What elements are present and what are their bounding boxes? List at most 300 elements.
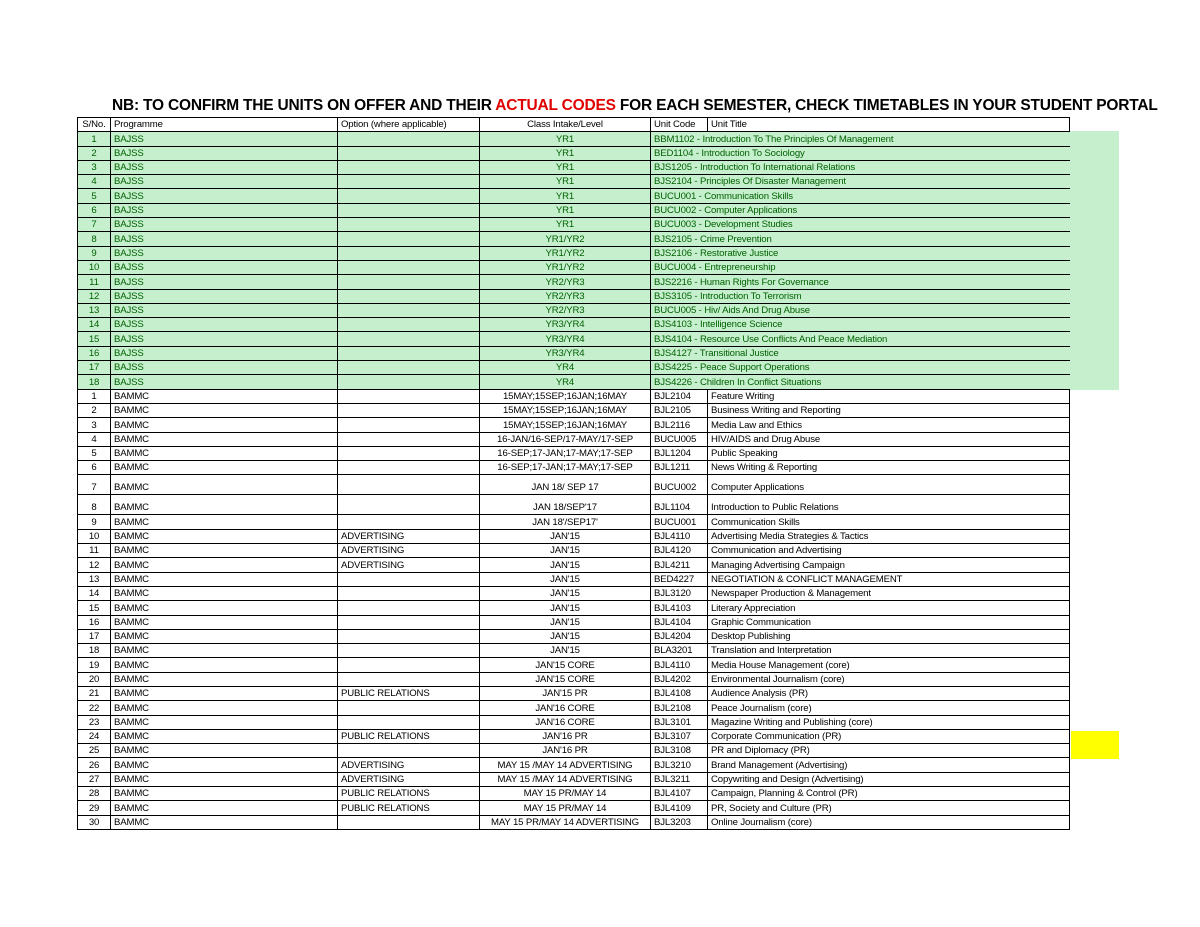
cell-sno: 14 xyxy=(78,586,111,600)
cell-sno: 14 xyxy=(78,318,111,332)
cell-unit-code: BJL4110 xyxy=(651,529,708,543)
cell-programme: BAJSS xyxy=(111,160,338,174)
table-row xyxy=(78,432,1070,446)
cell-sno: 4 xyxy=(78,175,111,189)
cell-class-intake: MAY 15 PR/MAY 14 xyxy=(480,787,651,801)
cell-unit: BJS3105 - Introduction To Terrorism xyxy=(651,289,1070,303)
cell-class-intake: YR1 xyxy=(480,132,651,146)
header-unit-title: Unit Title xyxy=(708,118,1070,132)
cell-sno: 3 xyxy=(78,160,111,174)
cell-unit-title: Peace Journalism (core) xyxy=(708,701,1070,715)
cell-programme: BAJSS xyxy=(111,275,338,289)
cell-unit-code: BJL4107 xyxy=(651,787,708,801)
cell-unit-code: BJL3203 xyxy=(651,815,708,829)
cell-unit-code: BUCU005 xyxy=(651,432,708,446)
cell-unit: BJS4127 - Transitional Justice xyxy=(651,346,1070,360)
cell-unit: BJS2104 - Principles Of Disaster Management xyxy=(651,175,1070,189)
cell-class-intake: YR1/YR2 xyxy=(480,232,651,246)
cell-unit-title: Public Speaking xyxy=(708,446,1070,460)
title-highlight: ACTUAL CODES xyxy=(495,97,616,114)
cell-sno: 8 xyxy=(78,495,111,515)
cell-option xyxy=(338,658,480,672)
cell-programme: BAMMC xyxy=(111,544,338,558)
table-row xyxy=(78,260,1070,274)
cell-sno: 11 xyxy=(78,544,111,558)
cell-sno: 2 xyxy=(78,403,111,417)
cell-sno: 9 xyxy=(78,246,111,260)
cell-unit-code: BJL4104 xyxy=(651,615,708,629)
cell-option: ADVERTISING xyxy=(338,529,480,543)
cell-unit-title: NEGOTIATION & CONFLICT MANAGEMENT xyxy=(708,572,1070,586)
cell-sno: 19 xyxy=(78,658,111,672)
cell-unit: BJS2216 - Human Rights For Governance xyxy=(651,275,1070,289)
cell-sno: 6 xyxy=(78,461,111,475)
cell-programme: BAJSS xyxy=(111,132,338,146)
cell-programme: BAMMC xyxy=(111,529,338,543)
cell-sno: 18 xyxy=(78,375,111,389)
table-row xyxy=(78,495,1070,515)
cell-unit-title: Graphic Communication xyxy=(708,615,1070,629)
units-table-body xyxy=(78,118,1070,830)
cell-option xyxy=(338,515,480,529)
cell-option: PUBLIC RELATIONS xyxy=(338,686,480,700)
cell-sno: 5 xyxy=(78,189,111,203)
cell-unit: BJS1205 - Introduction To International Relations xyxy=(651,160,1070,174)
cell-class-intake: YR1 xyxy=(480,189,651,203)
cell-programme: BAMMC xyxy=(111,644,338,658)
header-programme: Programme xyxy=(111,118,338,132)
cell-programme: BAMMC xyxy=(111,389,338,403)
table-row xyxy=(78,701,1070,715)
cell-option: ADVERTISING xyxy=(338,758,480,772)
cell-unit: BJS2106 - Restorative Justice xyxy=(651,246,1070,260)
cell-class-intake: YR3/YR4 xyxy=(480,346,651,360)
table-header-row xyxy=(78,118,1070,132)
cell-option xyxy=(338,189,480,203)
table-row xyxy=(78,218,1070,232)
cell-class-intake: JAN'15 xyxy=(480,615,651,629)
table-row xyxy=(78,275,1070,289)
cell-unit: BUCU001 - Communication Skills xyxy=(651,189,1070,203)
cell-sno: 15 xyxy=(78,332,111,346)
cell-option xyxy=(338,146,480,160)
cell-unit-title: HIV/AIDS and Drug Abuse xyxy=(708,432,1070,446)
cell-class-intake: YR1 xyxy=(480,146,651,160)
cell-sno: 13 xyxy=(78,303,111,317)
table-row xyxy=(78,346,1070,360)
cell-sno: 15 xyxy=(78,601,111,615)
cell-sno: 7 xyxy=(78,218,111,232)
green-fill-strip xyxy=(1070,131,1119,390)
cell-unit-title: Audience Analysis (PR) xyxy=(708,686,1070,700)
cell-programme: BAJSS xyxy=(111,303,338,317)
table-row xyxy=(78,544,1070,558)
table-row xyxy=(78,572,1070,586)
table-row xyxy=(78,389,1070,403)
cell-unit-code: BJL1211 xyxy=(651,461,708,475)
cell-unit-code: BJL2104 xyxy=(651,389,708,403)
cell-class-intake: JAN'15 PR xyxy=(480,686,651,700)
cell-class-intake: JAN 18/ SEP 17 xyxy=(480,475,651,495)
table-row xyxy=(78,318,1070,332)
cell-option xyxy=(338,375,480,389)
table-row xyxy=(78,475,1070,495)
cell-class-intake: JAN'15 xyxy=(480,586,651,600)
cell-unit-code: BJL4204 xyxy=(651,629,708,643)
cell-option xyxy=(338,446,480,460)
cell-unit-code: BJL3211 xyxy=(651,772,708,786)
cell-class-intake: YR1/YR2 xyxy=(480,246,651,260)
cell-class-intake: JAN'15 xyxy=(480,644,651,658)
cell-unit-title: Feature Writing xyxy=(708,389,1070,403)
cell-unit-code: BLA3201 xyxy=(651,644,708,658)
table-row xyxy=(78,715,1070,729)
cell-sno: 9 xyxy=(78,515,111,529)
cell-class-intake: 15MAY;15SEP;16JAN;16MAY xyxy=(480,389,651,403)
header-sno: S/No. xyxy=(78,118,111,132)
cell-sno: 17 xyxy=(78,629,111,643)
cell-unit-title: Introduction to Public Relations xyxy=(708,495,1070,515)
cell-sno: 1 xyxy=(78,132,111,146)
cell-class-intake: JAN 18'/SEP17' xyxy=(480,515,651,529)
cell-class-intake: YR3/YR4 xyxy=(480,332,651,346)
cell-programme: BAJSS xyxy=(111,189,338,203)
cell-unit-code: BJL1104 xyxy=(651,495,708,515)
cell-sno: 21 xyxy=(78,686,111,700)
cell-class-intake: JAN'15 xyxy=(480,529,651,543)
cell-sno: 25 xyxy=(78,744,111,758)
cell-option xyxy=(338,203,480,217)
cell-programme: BAMMC xyxy=(111,461,338,475)
cell-sno: 17 xyxy=(78,361,111,375)
cell-class-intake: YR1 xyxy=(480,160,651,174)
cell-sno: 6 xyxy=(78,203,111,217)
cell-class-intake: JAN'15 CORE xyxy=(480,672,651,686)
cell-unit-code: BJL4202 xyxy=(651,672,708,686)
cell-option: PUBLIC RELATIONS xyxy=(338,729,480,743)
cell-unit-title: Corporate Communication (PR) xyxy=(708,729,1070,743)
table-row xyxy=(78,529,1070,543)
cell-unit: BED1104 - Introduction To Sociology xyxy=(651,146,1070,160)
cell-unit-code: BJL4120 xyxy=(651,544,708,558)
cell-class-intake: YR2/YR3 xyxy=(480,275,651,289)
cell-unit-code: BJL2105 xyxy=(651,403,708,417)
cell-programme: BAMMC xyxy=(111,418,338,432)
cell-class-intake: JAN'15 xyxy=(480,629,651,643)
table-row xyxy=(78,787,1070,801)
cell-programme: BAMMC xyxy=(111,758,338,772)
cell-option xyxy=(338,601,480,615)
cell-class-intake: MAY 15 PR/MAY 14 ADVERTISING xyxy=(480,815,651,829)
cell-unit-code: BJL3107 xyxy=(651,729,708,743)
cell-programme: BAJSS xyxy=(111,346,338,360)
header-unit-code: Unit Code xyxy=(651,118,708,132)
cell-sno: 11 xyxy=(78,275,111,289)
cell-sno: 10 xyxy=(78,260,111,274)
cell-unit-code: BJL4211 xyxy=(651,558,708,572)
cell-option xyxy=(338,232,480,246)
cell-option xyxy=(338,644,480,658)
cell-unit: BJS4103 - Intelligence Science xyxy=(651,318,1070,332)
table-row xyxy=(78,658,1070,672)
cell-class-intake: MAY 15 /MAY 14 ADVERTISING xyxy=(480,758,651,772)
table-row xyxy=(78,686,1070,700)
cell-unit-code: BJL2116 xyxy=(651,418,708,432)
cell-class-intake: YR2/YR3 xyxy=(480,303,651,317)
table-row xyxy=(78,403,1070,417)
cell-class-intake: JAN'15 xyxy=(480,558,651,572)
cell-programme: BAMMC xyxy=(111,672,338,686)
cell-unit: BJS2105 - Crime Prevention xyxy=(651,232,1070,246)
cell-unit-title: PR, Society and Culture (PR) xyxy=(708,801,1070,815)
cell-programme: BAMMC xyxy=(111,432,338,446)
cell-sno: 28 xyxy=(78,787,111,801)
cell-programme: BAMMC xyxy=(111,744,338,758)
cell-unit-title: Desktop Publishing xyxy=(708,629,1070,643)
cell-unit-title: Media House Management (core) xyxy=(708,658,1070,672)
cell-unit-title: News Writing & Reporting xyxy=(708,461,1070,475)
cell-programme: BAMMC xyxy=(111,772,338,786)
cell-unit-title: Newspaper Production & Management xyxy=(708,586,1070,600)
cell-programme: BAJSS xyxy=(111,260,338,274)
cell-unit: BUCU003 - Development Studies xyxy=(651,218,1070,232)
cell-programme: BAMMC xyxy=(111,715,338,729)
cell-sno: 26 xyxy=(78,758,111,772)
cell-option xyxy=(338,218,480,232)
cell-sno: 12 xyxy=(78,558,111,572)
cell-class-intake: JAN'15 xyxy=(480,544,651,558)
table-row xyxy=(78,615,1070,629)
cell-class-intake: 15MAY;15SEP;16JAN;16MAY xyxy=(480,418,651,432)
cell-programme: BAJSS xyxy=(111,332,338,346)
table-row xyxy=(78,772,1070,786)
cell-programme: BAMMC xyxy=(111,801,338,815)
cell-class-intake: YR3/YR4 xyxy=(480,318,651,332)
cell-sno: 4 xyxy=(78,432,111,446)
title-text-end: FOR EACH SEMESTER, CHECK TIMETABLES IN YOUR STUDENT PORTAL xyxy=(615,97,1158,114)
cell-class-intake: 16-JAN/16-SEP/17-MAY/17-SEP xyxy=(480,432,651,446)
cell-option: PUBLIC RELATIONS xyxy=(338,801,480,815)
cell-unit-title: PR and Diplomacy (PR) xyxy=(708,744,1070,758)
cell-class-intake: YR4 xyxy=(480,375,651,389)
cell-sno: 3 xyxy=(78,418,111,432)
cell-programme: BAMMC xyxy=(111,495,338,515)
table-row xyxy=(78,801,1070,815)
cell-unit: BBM1102 - Introduction To The Principles Of Management xyxy=(651,132,1070,146)
cell-programme: BAMMC xyxy=(111,815,338,829)
cell-programme: BAMMC xyxy=(111,629,338,643)
cell-programme: BAJSS xyxy=(111,175,338,189)
cell-programme: BAMMC xyxy=(111,475,338,495)
cell-option xyxy=(338,361,480,375)
cell-unit-code: BJL2108 xyxy=(651,701,708,715)
table-row xyxy=(78,758,1070,772)
cell-programme: BAJSS xyxy=(111,375,338,389)
cell-unit-code: BJL3108 xyxy=(651,744,708,758)
cell-class-intake: YR4 xyxy=(480,361,651,375)
page-title xyxy=(112,97,1158,115)
cell-unit-title: Advertising Media Strategies & Tactics xyxy=(708,529,1070,543)
cell-class-intake: 16-SEP;17-JAN;17-MAY;17-SEP xyxy=(480,446,651,460)
cell-unit-title: Business Writing and Reporting xyxy=(708,403,1070,417)
table-row xyxy=(78,418,1070,432)
cell-class-intake: MAY 15 PR/MAY 14 xyxy=(480,801,651,815)
cell-unit-title: Managing Advertising Campaign xyxy=(708,558,1070,572)
table-row xyxy=(78,175,1070,189)
cell-option xyxy=(338,389,480,403)
cell-programme: BAMMC xyxy=(111,403,338,417)
cell-unit-code: BJL4109 xyxy=(651,801,708,815)
table-row xyxy=(78,601,1070,615)
cell-option: ADVERTISING xyxy=(338,544,480,558)
cell-programme: BAMMC xyxy=(111,658,338,672)
cell-unit-code: BJL4103 xyxy=(651,601,708,615)
table-row xyxy=(78,146,1070,160)
cell-class-intake: 15MAY;15SEP;16JAN;16MAY xyxy=(480,403,651,417)
cell-programme: BAMMC xyxy=(111,729,338,743)
cell-option: PUBLIC RELATIONS xyxy=(338,787,480,801)
cell-class-intake: YR1/YR2 xyxy=(480,260,651,274)
cell-class-intake: JAN'16 CORE xyxy=(480,701,651,715)
cell-unit-code: BJL4110 xyxy=(651,658,708,672)
cell-unit-title: Campaign, Planning & Control (PR) xyxy=(708,787,1070,801)
table-row xyxy=(78,672,1070,686)
cell-option xyxy=(338,715,480,729)
cell-option xyxy=(338,246,480,260)
table-row xyxy=(78,744,1070,758)
table-row xyxy=(78,303,1070,317)
cell-option xyxy=(338,346,480,360)
cell-option xyxy=(338,495,480,515)
cell-option: ADVERTISING xyxy=(338,558,480,572)
cell-programme: BAJSS xyxy=(111,203,338,217)
cell-unit-title: Literary Appreciation xyxy=(708,601,1070,615)
cell-sno: 10 xyxy=(78,529,111,543)
cell-option xyxy=(338,672,480,686)
cell-option xyxy=(338,701,480,715)
cell-unit: BJS4226 - Children In Conflict Situations xyxy=(651,375,1070,389)
table-row xyxy=(78,461,1070,475)
cell-option xyxy=(338,403,480,417)
cell-class-intake: YR1 xyxy=(480,203,651,217)
cell-programme: BAMMC xyxy=(111,572,338,586)
cell-sno: 8 xyxy=(78,232,111,246)
cell-unit-title: Communication Skills xyxy=(708,515,1070,529)
cell-unit-code: BJL3101 xyxy=(651,715,708,729)
cell-sno: 20 xyxy=(78,672,111,686)
cell-sno: 29 xyxy=(78,801,111,815)
cell-option xyxy=(338,586,480,600)
cell-sno: 30 xyxy=(78,815,111,829)
cell-option xyxy=(338,615,480,629)
cell-option: ADVERTISING xyxy=(338,772,480,786)
cell-option xyxy=(338,744,480,758)
cell-unit: BUCU004 - Entrepreneurship xyxy=(651,260,1070,274)
cell-sno: 22 xyxy=(78,701,111,715)
cell-option xyxy=(338,432,480,446)
cell-unit: BUCU005 - Hiv/ Aids And Drug Abuse xyxy=(651,303,1070,317)
cell-unit-code: BED4227 xyxy=(651,572,708,586)
cell-class-intake: YR1 xyxy=(480,175,651,189)
cell-option xyxy=(338,461,480,475)
cell-class-intake: YR1 xyxy=(480,218,651,232)
table-row xyxy=(78,160,1070,174)
cell-unit-title: Media Law and Ethics xyxy=(708,418,1070,432)
table-row xyxy=(78,644,1070,658)
cell-sno: 1 xyxy=(78,389,111,403)
table-row xyxy=(78,375,1070,389)
cell-unit-title: Online Journalism (core) xyxy=(708,815,1070,829)
cell-programme: BAJSS xyxy=(111,361,338,375)
cell-option xyxy=(338,132,480,146)
cell-programme: BAMMC xyxy=(111,515,338,529)
cell-class-intake: JAN'16 CORE xyxy=(480,715,651,729)
cell-option xyxy=(338,572,480,586)
cell-unit: BJS4104 - Resource Use Conflicts And Peace Mediation xyxy=(651,332,1070,346)
cell-sno: 18 xyxy=(78,644,111,658)
cell-programme: BAMMC xyxy=(111,446,338,460)
cell-programme: BAMMC xyxy=(111,558,338,572)
table-row xyxy=(78,203,1070,217)
header-class-intake: Class Intake/Level xyxy=(480,118,651,132)
cell-sno: 23 xyxy=(78,715,111,729)
cell-programme: BAJSS xyxy=(111,218,338,232)
cell-programme: BAMMC xyxy=(111,615,338,629)
table-row xyxy=(78,232,1070,246)
cell-programme: BAJSS xyxy=(111,289,338,303)
cell-sno: 12 xyxy=(78,289,111,303)
cell-unit-code: BJL3120 xyxy=(651,586,708,600)
cell-unit-title: Environmental Journalism (core) xyxy=(708,672,1070,686)
table-row xyxy=(78,558,1070,572)
cell-option xyxy=(338,475,480,495)
cell-option xyxy=(338,175,480,189)
cell-programme: BAMMC xyxy=(111,787,338,801)
header-option: Option (where applicable) xyxy=(338,118,480,132)
cell-option xyxy=(338,275,480,289)
cell-unit-title: Brand Management (Advertising) xyxy=(708,758,1070,772)
cell-unit-code: BJL1204 xyxy=(651,446,708,460)
cell-sno: 24 xyxy=(78,729,111,743)
cell-class-intake: JAN 18/SEP'17 xyxy=(480,495,651,515)
table-row xyxy=(78,332,1070,346)
cell-option xyxy=(338,260,480,274)
cell-unit-code: BUCU001 xyxy=(651,515,708,529)
cell-unit-title: Computer Applications xyxy=(708,475,1070,495)
cell-sno: 5 xyxy=(78,446,111,460)
cell-programme: BAMMC xyxy=(111,701,338,715)
cell-class-intake: 16-SEP;17-JAN;17-MAY;17-SEP xyxy=(480,461,651,475)
cell-class-intake: YR2/YR3 xyxy=(480,289,651,303)
table-row xyxy=(78,132,1070,146)
table-row xyxy=(78,586,1070,600)
cell-unit-title: Copywriting and Design (Advertising) xyxy=(708,772,1070,786)
cell-unit-code: BJL4108 xyxy=(651,686,708,700)
cell-class-intake: JAN'15 xyxy=(480,601,651,615)
cell-option xyxy=(338,160,480,174)
cell-option xyxy=(338,318,480,332)
cell-class-intake: MAY 15 /MAY 14 ADVERTISING xyxy=(480,772,651,786)
cell-unit-code: BJL3210 xyxy=(651,758,708,772)
cell-class-intake: JAN'15 CORE xyxy=(480,658,651,672)
cell-option xyxy=(338,303,480,317)
table-row xyxy=(78,629,1070,643)
cell-option xyxy=(338,629,480,643)
table-row xyxy=(78,189,1070,203)
cell-programme: BAMMC xyxy=(111,686,338,700)
cell-option xyxy=(338,289,480,303)
cell-class-intake: JAN'15 xyxy=(480,572,651,586)
